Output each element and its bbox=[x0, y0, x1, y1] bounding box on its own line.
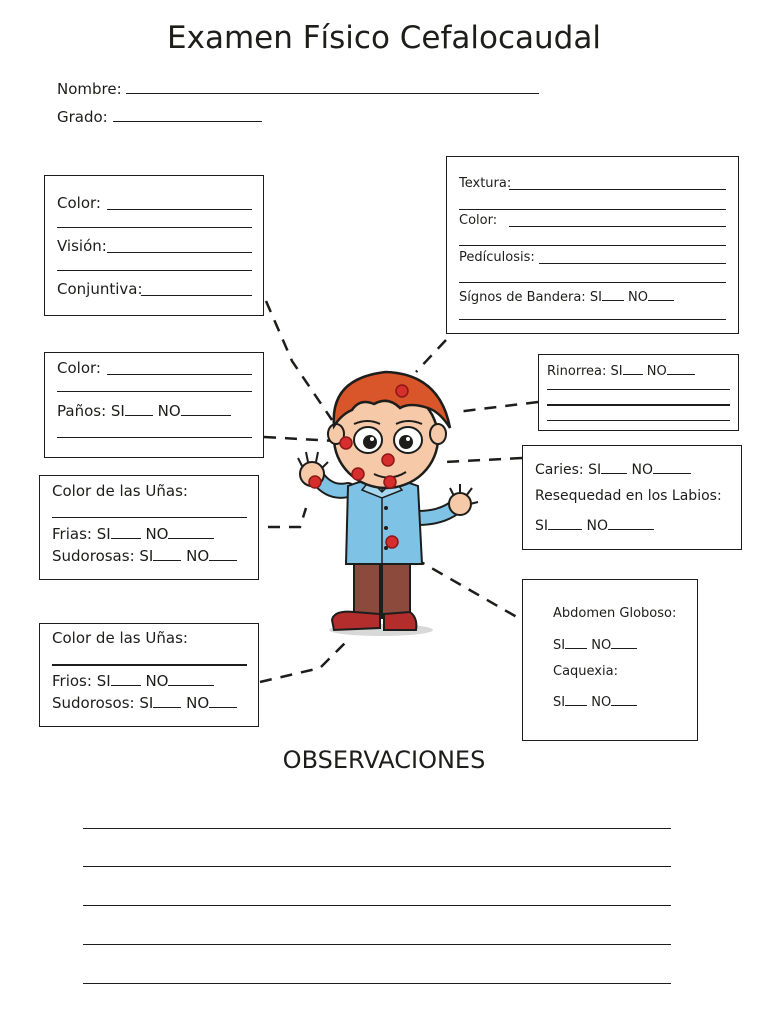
name-label: Nombre: bbox=[57, 80, 122, 98]
nails-foot-cold-si-line[interactable] bbox=[111, 672, 141, 686]
abdomen-globose-label: Abdomen Globoso: bbox=[553, 606, 677, 621]
abdomen-globose-no: NO bbox=[591, 638, 612, 653]
abdomen-globose-no-line[interactable] bbox=[611, 635, 637, 649]
skin-color-label: Color: bbox=[57, 359, 101, 377]
nails-foot-sweaty-si-line[interactable] bbox=[153, 694, 181, 708]
child-illustration bbox=[290, 368, 490, 638]
flag-signs-label: Sígnos de Bandera: bbox=[459, 290, 586, 305]
nails-foot-sweaty-row[interactable] bbox=[52, 694, 237, 712]
hair-color-line-2[interactable] bbox=[459, 245, 726, 246]
nails-hand-sweaty-no-line[interactable] bbox=[209, 547, 237, 561]
flag-signs-line-2[interactable] bbox=[459, 319, 726, 320]
flag-signs-si-line[interactable] bbox=[602, 287, 624, 301]
nails-foot-cold-no: NO bbox=[145, 672, 169, 690]
connector-foot bbox=[260, 642, 346, 682]
nails-hand-box bbox=[39, 475, 259, 580]
nails-foot-sweaty-no: NO bbox=[186, 694, 210, 712]
panos-no: NO bbox=[157, 402, 181, 420]
eyes-box bbox=[44, 175, 264, 316]
panos-row[interactable] bbox=[57, 402, 231, 420]
observation-line[interactable] bbox=[83, 983, 671, 984]
texture-line[interactable] bbox=[509, 189, 726, 190]
texture-row[interactable] bbox=[459, 176, 511, 191]
lice-row[interactable] bbox=[459, 250, 535, 265]
eye-color-label: Color: bbox=[57, 194, 101, 212]
panos-si-line[interactable] bbox=[125, 402, 153, 416]
nails-foot-cold-label: Frios: bbox=[52, 672, 92, 690]
nails-foot-title: Color de las Uñas: bbox=[52, 629, 188, 647]
cachexia-si: SI bbox=[553, 695, 566, 710]
conjunctiva-row[interactable] bbox=[57, 280, 143, 298]
caries-no: NO bbox=[631, 462, 654, 478]
skin-box bbox=[44, 352, 264, 458]
texture-line-2[interactable] bbox=[459, 209, 726, 210]
cachexia-no-line[interactable] bbox=[611, 692, 637, 706]
eye-color-row[interactable] bbox=[57, 194, 101, 212]
observation-line[interactable] bbox=[83, 866, 671, 867]
hair-color-label: Color: bbox=[459, 213, 498, 228]
hair-box bbox=[446, 156, 739, 334]
nails-hand-cold-si: SI bbox=[96, 525, 111, 543]
eye-color-line[interactable] bbox=[107, 209, 252, 210]
cachexia-row[interactable] bbox=[553, 692, 637, 710]
nails-foot-line[interactable] bbox=[52, 664, 247, 666]
rhinorrhea-row[interactable] bbox=[547, 361, 695, 379]
nails-foot-sweaty-si: SI bbox=[139, 694, 154, 712]
observation-line[interactable] bbox=[83, 828, 671, 829]
flag-signs-no-line[interactable] bbox=[648, 287, 674, 301]
nails-hand-sweaty-si-line[interactable] bbox=[153, 547, 181, 561]
rhinorrhea-line-1[interactable] bbox=[547, 389, 730, 390]
skin-color-line-2[interactable] bbox=[57, 391, 252, 392]
observations-title: OBSERVACIONES bbox=[282, 746, 486, 774]
nails-hand-cold-row[interactable] bbox=[52, 525, 214, 543]
dry-lips-label: Resequedad en los Labios: bbox=[535, 488, 722, 504]
caries-si: SI bbox=[588, 462, 602, 478]
rhinorrhea-no-line[interactable] bbox=[667, 361, 695, 375]
dry-lips-no: NO bbox=[586, 518, 608, 534]
dry-lips-no-line[interactable] bbox=[608, 516, 654, 530]
panos-si: SI bbox=[110, 402, 125, 420]
lice-line[interactable] bbox=[539, 263, 726, 264]
cachexia-label: Caquexia: bbox=[553, 664, 618, 679]
nose-box bbox=[538, 354, 739, 431]
panos-line-2[interactable] bbox=[57, 437, 252, 438]
dry-lips-row[interactable] bbox=[535, 516, 654, 534]
observation-line[interactable] bbox=[83, 905, 671, 906]
rhinorrhea-label: Rinorrea: bbox=[547, 364, 607, 379]
rhinorrhea-si-line[interactable] bbox=[623, 361, 643, 375]
abdomen-globose-si-line[interactable] bbox=[565, 635, 587, 649]
nails-foot-cold-no-line[interactable] bbox=[168, 672, 214, 686]
nails-foot-sweaty-label: Sudorosos: bbox=[52, 694, 135, 712]
caries-no-line[interactable] bbox=[653, 460, 691, 474]
vision-line[interactable] bbox=[107, 252, 252, 253]
vision-row[interactable] bbox=[57, 237, 107, 255]
nails-hand-cold-no: NO bbox=[145, 525, 169, 543]
panos-no-line[interactable] bbox=[181, 402, 231, 416]
nails-foot-cold-row[interactable] bbox=[52, 672, 214, 690]
nails-hand-title: Color de las Uñas: bbox=[52, 482, 188, 500]
hair-color-line[interactable] bbox=[509, 226, 726, 227]
observation-line[interactable] bbox=[83, 944, 671, 945]
page-title: Examen Físico Cefalocaudal bbox=[167, 20, 601, 56]
nails-hand-cold-no-line[interactable] bbox=[168, 525, 214, 539]
flag-signs-si: SI bbox=[589, 290, 602, 305]
nails-hand-line[interactable] bbox=[52, 517, 247, 518]
nails-foot-sweaty-no-line[interactable] bbox=[209, 694, 237, 708]
rhinorrhea-line-2[interactable] bbox=[547, 404, 730, 406]
nails-hand-sweaty-si: SI bbox=[139, 547, 154, 565]
vision-label: Visión: bbox=[57, 237, 107, 255]
hair-color-row[interactable] bbox=[459, 213, 497, 228]
dry-lips-si-line[interactable] bbox=[548, 516, 582, 530]
flag-signs-no: NO bbox=[628, 290, 649, 305]
rhinorrhea-si: SI bbox=[610, 364, 623, 379]
nails-foot-box bbox=[39, 623, 259, 727]
lice-line-2[interactable] bbox=[459, 282, 726, 283]
cachexia-si-line[interactable] bbox=[565, 692, 587, 706]
nails-foot-cold-si: SI bbox=[96, 672, 111, 690]
panos-label: Paños: bbox=[57, 402, 107, 420]
conjunctiva-label: Conjuntiva: bbox=[57, 280, 143, 298]
rhinorrhea-no: NO bbox=[646, 364, 667, 379]
abdomen-globose-si: SI bbox=[553, 638, 566, 653]
vision-line-2[interactable] bbox=[57, 270, 252, 271]
flag-signs-row[interactable] bbox=[459, 287, 674, 305]
lice-label: Pedículosis: bbox=[459, 250, 535, 265]
conjunctiva-line[interactable] bbox=[141, 295, 252, 296]
dry-lips-si: SI bbox=[535, 518, 549, 534]
cachexia-no: NO bbox=[591, 695, 612, 710]
abdomen-box bbox=[522, 579, 698, 741]
skin-color-line[interactable] bbox=[107, 374, 252, 375]
rhinorrhea-line-3[interactable] bbox=[547, 420, 730, 421]
nails-hand-cold-si-line[interactable] bbox=[111, 525, 141, 539]
nails-hand-sweaty-no: NO bbox=[186, 547, 210, 565]
mouth-box bbox=[522, 445, 742, 550]
texture-label: Textura: bbox=[459, 176, 512, 191]
eye-color-line-2[interactable] bbox=[57, 227, 252, 228]
nails-hand-sweaty-label: Sudorosas: bbox=[52, 547, 135, 565]
caries-row[interactable] bbox=[535, 460, 691, 478]
abdomen-globose-row[interactable] bbox=[553, 635, 637, 653]
caries-label: Caries: bbox=[535, 462, 584, 478]
skin-color-row[interactable] bbox=[57, 359, 101, 377]
nails-hand-sweaty-row[interactable] bbox=[52, 547, 237, 565]
grade-label: Grado: bbox=[57, 108, 108, 126]
nails-hand-cold-label: Frias: bbox=[52, 525, 92, 543]
caries-si-line[interactable] bbox=[601, 460, 627, 474]
